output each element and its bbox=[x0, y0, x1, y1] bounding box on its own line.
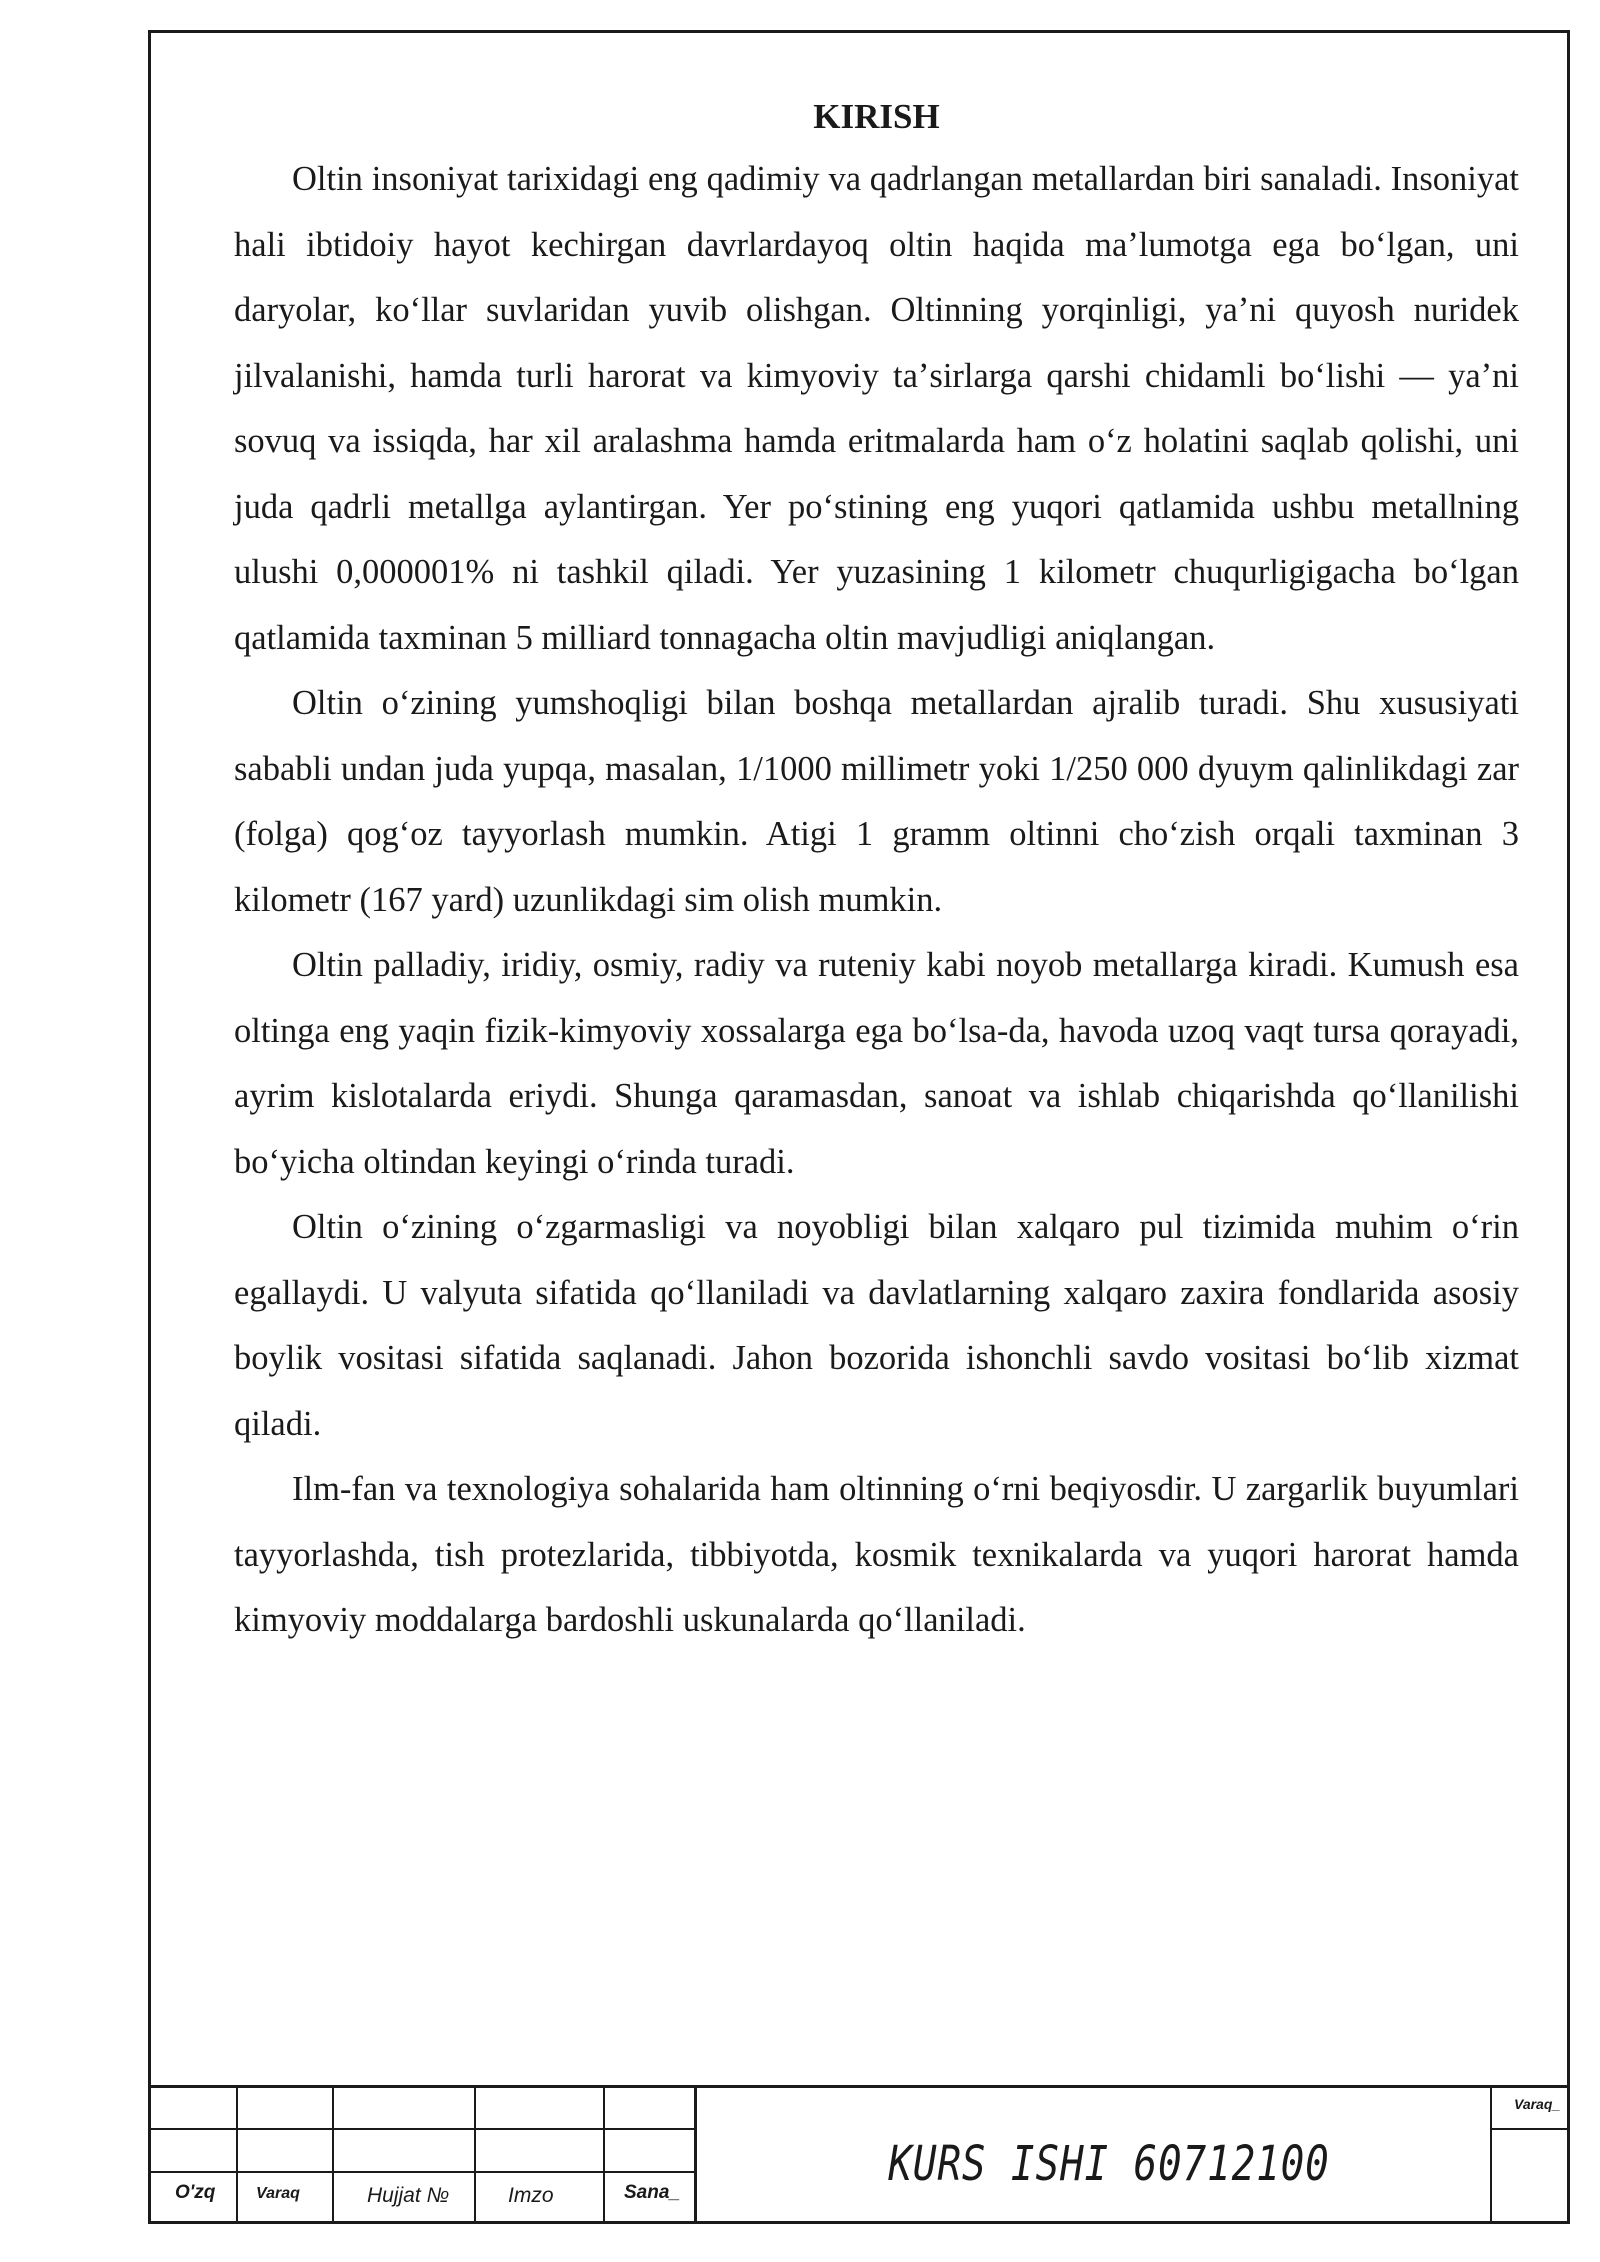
stamp-sheet-line bbox=[1490, 2088, 1492, 2221]
stamp-col-line-1 bbox=[236, 2088, 238, 2221]
stamp-col-line-3 bbox=[474, 2088, 476, 2221]
label-imzo: Imzo bbox=[508, 2184, 554, 2207]
label-ozq: O'zq bbox=[175, 2182, 216, 2203]
paragraph-4: Oltin oʻzining oʻzgarmasligi va noyobligi bilan xalqaro pul tizimida muhim oʻrin egallaydi. U valyuta sifatida qoʻllaniladi va davlatlarning xalqaro zaxira fondlarida asosiy boylik vositasi sifatida saqlanadi. Jahon bozorida ishonchli savdo vositasi boʻlib xizmat qiladi. bbox=[234, 1208, 1519, 1443]
page-frame bbox=[148, 30, 1570, 2224]
label-varaq: Varaq bbox=[256, 2185, 300, 2202]
page-title: KIRISH bbox=[813, 97, 940, 136]
label-hujjat: Hujjat № bbox=[367, 2184, 450, 2207]
paragraph-2: Oltin oʻzining yumshoqligi bilan boshqa metallardan ajralib turadi. Shu xususiyati sababli undan juda yupqa, masalan, 1/1000 millimetr yoki 1/250 000 dyuym qalinlikdagi zar (folga) qogʻoz tayyorlash mumkin. Atigi 1 gramm oltinni choʻzish orqali taxminan 3 kilometr (167 yard) uzunlikdagi sim olish mumkin. bbox=[234, 684, 1519, 919]
document-body bbox=[234, 91, 1519, 1654]
paragraph-1: Oltin insoniyat tarixidagi eng qadimiy va qadrlangan metallardan biri sanaladi. Insoniyat hali ibtidoiy hayot kechirgan davrlardayoq oltin haqida maʼlumotga ega boʻlgan, uni daryolar, koʻllar suvlaridan yuvib olishgan. Oltinning yorqinligi, yaʼni quyosh nuridek jilvalanishi, hamda turli harorat va kimyoviy taʼsirlarga qarshi chidamli boʻlishi — yaʼni sovuq va issiqda, har xil aralashma hamda eritmalarda ham oʻz holatini saqlab qolishi, uni juda qadrli metallga aylantirgan. Yer poʻstining eng yuqori qatlamida ushbu metallning ulushi 0,000001% ni tashkil qiladi. Yer yuzasining 1 kilometr chuqurligigacha boʻlgan qatlamida taxminan 5 milliard tonnagacha oltin mavjudligi aniqlangan. bbox=[234, 160, 1519, 657]
title-block bbox=[151, 2085, 1567, 2221]
stamp-row-line-1 bbox=[151, 2128, 695, 2130]
stamp-col-line-4 bbox=[603, 2088, 605, 2221]
stamp-sheet-divider bbox=[1490, 2128, 1567, 2130]
label-sheet: Varaq_ bbox=[1514, 2096, 1561, 2112]
stamp-col-line-2 bbox=[332, 2088, 334, 2221]
paragraph-3: Oltin palladiy, iridiy, osmiy, radiy va ruteniy kabi noyob metallarga kiradi. Kumush esa oltinga eng yaqin fizik-kimyoviy xossalarga ega boʻlsa-da, havoda uzoq vaqt tursa qorayadi, ayrim kislotalarda eriydi. Shunga qaramasdan, sanoat va ishlab chiqarishda qoʻllanilishi boʻyicha oltindan keyingi oʻrinda turadi. bbox=[234, 946, 1519, 1181]
paragraph-5: Ilm-fan va texnologiya sohalarida ham oltinning oʻrni beqiyosdir. U zargarlik buyumlari tayyorlashda, tish protezlarida, tibbiyotda, kosmik texnikalarda va yuqori harorat hamda kimyoviy moddalarga bardoshli uskunalarda qoʻllaniladi. bbox=[234, 1470, 1519, 1639]
stamp-col-line-5 bbox=[694, 2088, 697, 2221]
stamp-row-line-2 bbox=[151, 2171, 695, 2173]
course-code: KURS ISHI 60712100 bbox=[888, 2136, 1330, 2192]
label-sana: Sana_ bbox=[624, 2182, 680, 2203]
